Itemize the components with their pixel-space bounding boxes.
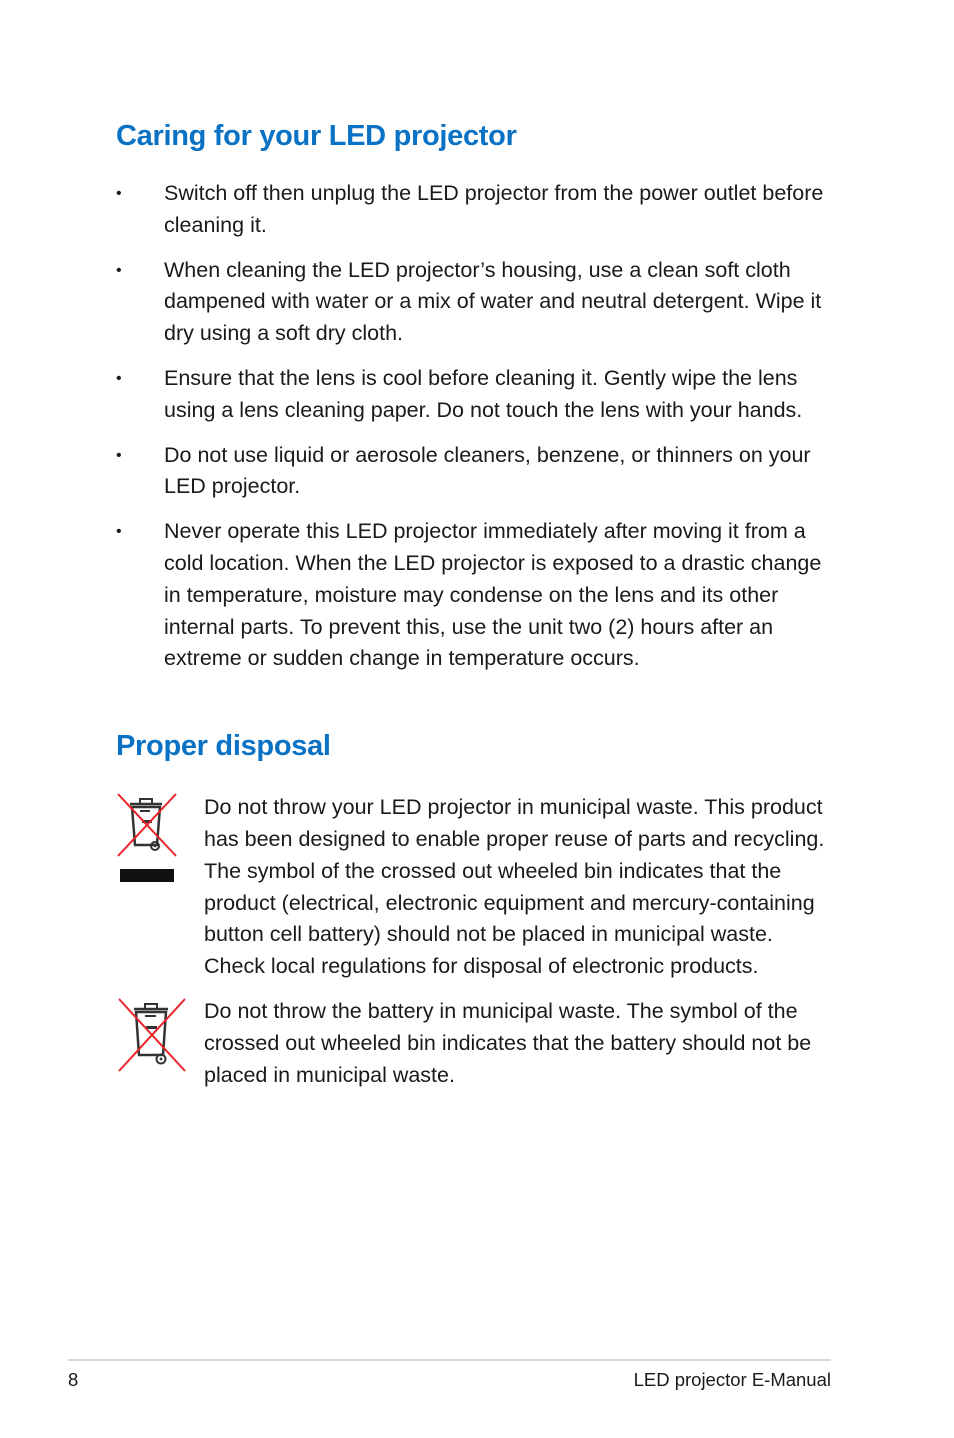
disposal-section xyxy=(116,722,832,1091)
caring-heading: Caring for your LED projector xyxy=(116,120,517,152)
list-item-text: Never operate this LED projector immediately after moving it from a cold location. When the LED projector is exposed to a drastic change in temperature, moisture may condense on the lens and its other internal parts. To prevent this, use the unit two (2) hours after an extreme or sudden change in temperature occurs. xyxy=(164,519,822,671)
list-item xyxy=(116,255,832,350)
list-item-text: Ensure that the lens is cool before cleaning it. Gently wipe the lens using a lens cleaning paper. Do not touch the lens with your hands. xyxy=(164,365,803,422)
product-disposal-note xyxy=(116,792,832,983)
bullet-glyph: • xyxy=(116,185,122,202)
disposal-heading: Proper disposal xyxy=(116,730,331,763)
manual-title: LED projector E-Manual xyxy=(633,1369,831,1390)
crossed-out-wheeled-bin-icon xyxy=(116,792,178,894)
product-disposal-text: Do not throw your LED projector in municipal waste. This product has been designed to enable proper reuse of parts and recycling. The symbol of the crossed out wheeled bin indicates that the product (electrical, electronic equipment and mercury-containing button cell battery) should not be placed in municipal waste. Check local regulations for disposal of electronic products. xyxy=(204,795,825,979)
bullet-glyph: • xyxy=(116,446,122,464)
bullet-glyph: • xyxy=(116,523,122,541)
list-item-text: Switch off then unplug the LED projector from the power outlet before cleaning it. xyxy=(164,181,824,237)
crossed-out-wheeled-bin-icon xyxy=(116,996,188,1086)
list-item xyxy=(116,363,832,427)
list-item xyxy=(116,178,832,242)
bullet-glyph: • xyxy=(116,261,122,279)
list-item xyxy=(116,516,832,675)
list-item xyxy=(116,440,832,504)
bullet-glyph: • xyxy=(116,369,122,387)
footer-divider xyxy=(68,1359,831,1361)
page-content xyxy=(116,112,832,1091)
list-item-text: When cleaning the LED projector’s housing, use a clean soft cloth dampened with water or a mix of water and neutral detergent. Wipe it dry using a soft dry cloth. xyxy=(164,257,822,346)
battery-disposal-text: Do not throw the battery in municipal waste. The symbol of the crossed out wheeled bin indicates that the battery should not be placed in municipal waste. xyxy=(204,998,812,1087)
list-item-text: Do not use liquid or aerosole cleaners, benzene, or thinners on your LED projector. xyxy=(164,442,811,499)
page-number: 8 xyxy=(68,1369,79,1390)
caring-list xyxy=(116,178,832,675)
battery-disposal-note xyxy=(116,996,832,1091)
